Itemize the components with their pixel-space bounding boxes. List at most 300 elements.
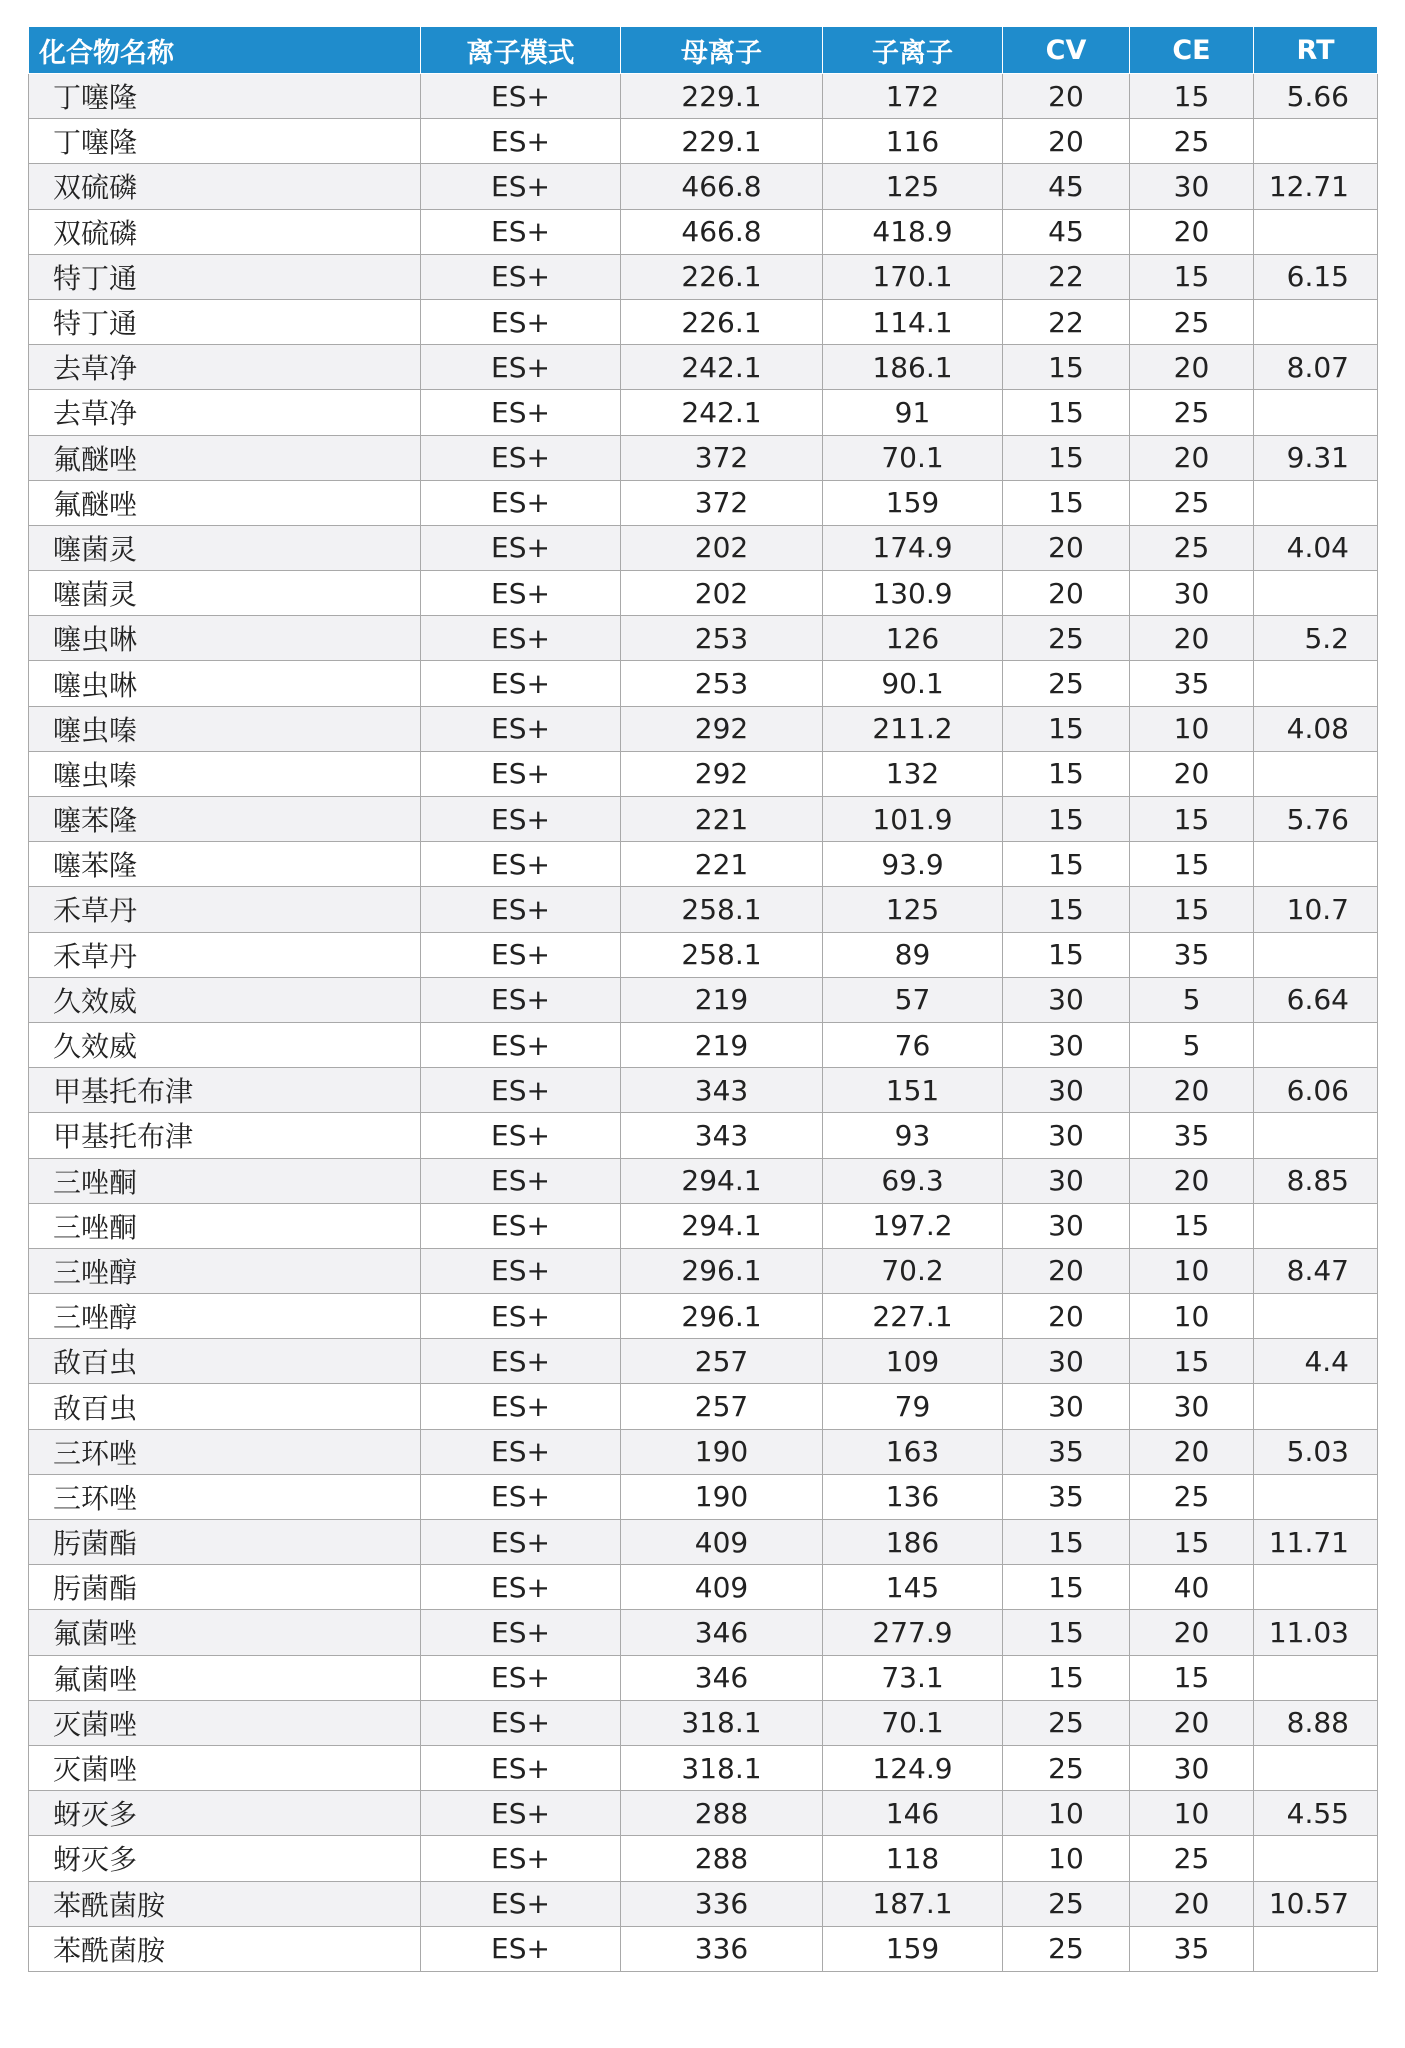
rt-cell: 10.57 (1254, 1881, 1378, 1926)
compound-name-cell: 氟醚唑 (29, 480, 421, 525)
ion-mode-cell: ES+ (421, 1384, 621, 1429)
table-row (29, 616, 1378, 661)
compound-name-cell: 灭菌唑 (29, 1745, 421, 1790)
ion-mode-cell: ES+ (421, 525, 621, 570)
cv-cell: 35 (1003, 1429, 1130, 1474)
precursor-ion-cell: 466.8 (621, 209, 823, 254)
rt-cell (1254, 1203, 1378, 1248)
compound-name-cell: 噻菌灵 (29, 571, 421, 616)
compound-name-cell: 噻苯隆 (29, 797, 421, 842)
compound-name-cell: 久效威 (29, 1022, 421, 1067)
ce-cell: 10 (1130, 1791, 1254, 1836)
precursor-ion-cell: 296.1 (621, 1248, 823, 1293)
rt-cell (1254, 1655, 1378, 1700)
compound-name-cell: 蚜灭多 (29, 1836, 421, 1881)
cv-cell: 30 (1003, 1158, 1130, 1203)
product-ion-cell: 187.1 (823, 1881, 1003, 1926)
ce-cell: 30 (1130, 1384, 1254, 1429)
rt-cell: 8.47 (1254, 1248, 1378, 1293)
cv-cell: 15 (1003, 706, 1130, 751)
compound-name-cell: 特丁通 (29, 254, 421, 299)
precursor-ion-cell: 372 (621, 435, 823, 480)
precursor-ion-cell: 409 (621, 1520, 823, 1565)
cv-cell: 15 (1003, 1610, 1130, 1655)
product-ion-cell: 69.3 (823, 1158, 1003, 1203)
rt-cell (1254, 1836, 1378, 1881)
ion-mode-cell: ES+ (421, 1655, 621, 1700)
table-row (29, 1745, 1378, 1790)
ce-cell: 35 (1130, 1926, 1254, 1971)
product-ion-cell: 163 (823, 1429, 1003, 1474)
ion-mode-cell: ES+ (421, 661, 621, 706)
precursor-ion-cell: 257 (621, 1384, 823, 1429)
product-ion-cell: 124.9 (823, 1745, 1003, 1790)
table-row (29, 1384, 1378, 1429)
product-ion-cell: 114.1 (823, 299, 1003, 344)
ce-cell: 15 (1130, 254, 1254, 299)
table-row (29, 1836, 1378, 1881)
ce-cell: 20 (1130, 1610, 1254, 1655)
table-row (29, 299, 1378, 344)
precursor-ion-cell: 346 (621, 1655, 823, 1700)
precursor-ion-cell: 257 (621, 1339, 823, 1384)
product-ion-cell: 118 (823, 1836, 1003, 1881)
table-row (29, 842, 1378, 887)
compound-name-cell: 去草净 (29, 390, 421, 435)
compound-name-cell: 氟菌唑 (29, 1655, 421, 1700)
product-ion-cell: 70.1 (823, 1700, 1003, 1745)
ion-mode-cell: ES+ (421, 751, 621, 796)
rt-cell (1254, 661, 1378, 706)
table-row (29, 1474, 1378, 1519)
ion-mode-cell: ES+ (421, 1881, 621, 1926)
ion-mode-cell: ES+ (421, 74, 621, 119)
compound-name-cell: 三唑酮 (29, 1203, 421, 1248)
precursor-ion-cell: 226.1 (621, 254, 823, 299)
compound-name-cell: 氟菌唑 (29, 1610, 421, 1655)
table-row (29, 661, 1378, 706)
rt-cell: 8.07 (1254, 345, 1378, 390)
rt-cell: 9.31 (1254, 435, 1378, 480)
cv-cell: 30 (1003, 1022, 1130, 1067)
rt-cell: 4.08 (1254, 706, 1378, 751)
precursor-ion-cell: 346 (621, 1610, 823, 1655)
precursor-ion-cell: 190 (621, 1429, 823, 1474)
table-header (29, 27, 1378, 74)
cv-cell: 22 (1003, 254, 1130, 299)
compound-name-cell: 双硫磷 (29, 209, 421, 254)
table-row (29, 345, 1378, 390)
rt-cell: 4.55 (1254, 1791, 1378, 1836)
cv-cell: 35 (1003, 1474, 1130, 1519)
precursor-ion-cell: 288 (621, 1836, 823, 1881)
precursor-ion-cell: 221 (621, 842, 823, 887)
table-row (29, 1520, 1378, 1565)
precursor-ion-cell: 318.1 (621, 1745, 823, 1790)
product-ion-cell: 151 (823, 1068, 1003, 1113)
product-ion-cell: 186.1 (823, 345, 1003, 390)
product-ion-cell: 125 (823, 164, 1003, 209)
ce-cell: 30 (1130, 571, 1254, 616)
rt-cell: 6.15 (1254, 254, 1378, 299)
ce-cell: 10 (1130, 1294, 1254, 1339)
product-ion-cell: 70.1 (823, 435, 1003, 480)
product-ion-cell: 126 (823, 616, 1003, 661)
ce-cell: 25 (1130, 1836, 1254, 1881)
table-row (29, 751, 1378, 796)
cv-cell: 15 (1003, 1565, 1130, 1610)
product-ion-cell: 132 (823, 751, 1003, 796)
compound-name-cell: 特丁通 (29, 299, 421, 344)
cv-cell: 30 (1003, 1068, 1130, 1113)
ion-mode-cell: ES+ (421, 842, 621, 887)
rt-cell: 5.2 (1254, 616, 1378, 661)
compound-name-cell: 噻菌灵 (29, 525, 421, 570)
precursor-ion-cell: 336 (621, 1926, 823, 1971)
rt-cell: 11.03 (1254, 1610, 1378, 1655)
precursor-ion-cell: 219 (621, 977, 823, 1022)
compound-name-cell: 肟菌酯 (29, 1520, 421, 1565)
table-row (29, 390, 1378, 435)
product-ion-cell: 186 (823, 1520, 1003, 1565)
table-row (29, 887, 1378, 932)
ion-mode-cell: ES+ (421, 1610, 621, 1655)
product-ion-cell: 73.1 (823, 1655, 1003, 1700)
ion-mode-cell: ES+ (421, 977, 621, 1022)
precursor-ion-cell: 288 (621, 1791, 823, 1836)
cv-cell: 15 (1003, 751, 1130, 796)
compound-name-cell: 敌百虫 (29, 1339, 421, 1384)
product-ion-cell: 136 (823, 1474, 1003, 1519)
rt-cell: 11.71 (1254, 1520, 1378, 1565)
ion-mode-cell: ES+ (421, 887, 621, 932)
ion-mode-cell: ES+ (421, 1113, 621, 1158)
rt-cell: 5.03 (1254, 1429, 1378, 1474)
ion-mode-cell: ES+ (421, 299, 621, 344)
header-precursor-ion: 母离子 (621, 27, 823, 74)
rt-cell: 4.4 (1254, 1339, 1378, 1384)
precursor-ion-cell: 229.1 (621, 74, 823, 119)
ion-mode-cell: ES+ (421, 209, 621, 254)
precursor-ion-cell: 294.1 (621, 1203, 823, 1248)
rt-cell (1254, 1294, 1378, 1339)
product-ion-cell: 93.9 (823, 842, 1003, 887)
compound-name-cell: 敌百虫 (29, 1384, 421, 1429)
table-row (29, 254, 1378, 299)
ce-cell: 25 (1130, 1474, 1254, 1519)
precursor-ion-cell: 343 (621, 1068, 823, 1113)
compound-name-cell: 禾草丹 (29, 887, 421, 932)
ion-mode-cell: ES+ (421, 1068, 621, 1113)
rt-cell (1254, 571, 1378, 616)
table-row (29, 932, 1378, 977)
cv-cell: 10 (1003, 1836, 1130, 1881)
product-ion-cell: 197.2 (823, 1203, 1003, 1248)
ce-cell: 20 (1130, 1158, 1254, 1203)
table-row (29, 209, 1378, 254)
ce-cell: 20 (1130, 345, 1254, 390)
cv-cell: 25 (1003, 1700, 1130, 1745)
product-ion-cell: 116 (823, 119, 1003, 164)
cv-cell: 15 (1003, 887, 1130, 932)
rt-cell (1254, 1745, 1378, 1790)
cv-cell: 30 (1003, 1113, 1130, 1158)
rt-cell: 4.04 (1254, 525, 1378, 570)
table-row (29, 74, 1378, 119)
ce-cell: 35 (1130, 661, 1254, 706)
ce-cell: 5 (1130, 977, 1254, 1022)
cv-cell: 15 (1003, 390, 1130, 435)
compound-name-cell: 肟菌酯 (29, 1565, 421, 1610)
product-ion-cell: 277.9 (823, 1610, 1003, 1655)
precursor-ion-cell: 292 (621, 751, 823, 796)
compound-name-cell: 甲基托布津 (29, 1068, 421, 1113)
cv-cell: 20 (1003, 571, 1130, 616)
ion-mode-cell: ES+ (421, 1429, 621, 1474)
precursor-ion-cell: 202 (621, 571, 823, 616)
cv-cell: 10 (1003, 1791, 1130, 1836)
product-ion-cell: 101.9 (823, 797, 1003, 842)
ce-cell: 20 (1130, 1429, 1254, 1474)
table-row (29, 435, 1378, 480)
rt-cell (1254, 842, 1378, 887)
table-body (29, 74, 1378, 1972)
product-ion-cell: 91 (823, 390, 1003, 435)
ce-cell: 30 (1130, 164, 1254, 209)
ion-mode-cell: ES+ (421, 480, 621, 525)
table-row (29, 119, 1378, 164)
rt-cell: 12.71 (1254, 164, 1378, 209)
cv-cell: 15 (1003, 842, 1130, 887)
compound-name-cell: 蚜灭多 (29, 1791, 421, 1836)
rt-cell (1254, 119, 1378, 164)
precursor-ion-cell: 336 (621, 1881, 823, 1926)
precursor-ion-cell: 202 (621, 525, 823, 570)
header-cv: CV (1003, 27, 1130, 74)
table-row (29, 797, 1378, 842)
ion-mode-cell: ES+ (421, 1700, 621, 1745)
table-row (29, 1158, 1378, 1203)
product-ion-cell: 79 (823, 1384, 1003, 1429)
compound-name-cell: 灭菌唑 (29, 1700, 421, 1745)
product-ion-cell: 89 (823, 932, 1003, 977)
ion-mode-cell: ES+ (421, 1836, 621, 1881)
ce-cell: 15 (1130, 1203, 1254, 1248)
ce-cell: 25 (1130, 119, 1254, 164)
product-ion-cell: 418.9 (823, 209, 1003, 254)
ion-mode-cell: ES+ (421, 1745, 621, 1790)
precursor-ion-cell: 258.1 (621, 887, 823, 932)
precursor-ion-cell: 219 (621, 1022, 823, 1067)
precursor-ion-cell: 258.1 (621, 932, 823, 977)
ce-cell: 5 (1130, 1022, 1254, 1067)
table-row (29, 706, 1378, 751)
cv-cell: 45 (1003, 209, 1130, 254)
cv-cell: 30 (1003, 977, 1130, 1022)
cv-cell: 25 (1003, 1881, 1130, 1926)
rt-cell: 6.64 (1254, 977, 1378, 1022)
ce-cell: 20 (1130, 1068, 1254, 1113)
table-row (29, 1655, 1378, 1700)
table-row (29, 480, 1378, 525)
compound-name-cell: 噻虫啉 (29, 616, 421, 661)
compound-name-cell: 苯酰菌胺 (29, 1926, 421, 1971)
product-ion-cell: 93 (823, 1113, 1003, 1158)
ce-cell: 20 (1130, 209, 1254, 254)
cv-cell: 15 (1003, 480, 1130, 525)
product-ion-cell: 145 (823, 1565, 1003, 1610)
compound-name-cell: 甲基托布津 (29, 1113, 421, 1158)
ce-cell: 10 (1130, 706, 1254, 751)
product-ion-cell: 174.9 (823, 525, 1003, 570)
mrm-parameter-table-container (28, 26, 1377, 1972)
ion-mode-cell: ES+ (421, 1294, 621, 1339)
rt-cell (1254, 1113, 1378, 1158)
compound-name-cell: 噻虫嗪 (29, 706, 421, 751)
cv-cell: 20 (1003, 1248, 1130, 1293)
precursor-ion-cell: 242.1 (621, 345, 823, 390)
precursor-ion-cell: 190 (621, 1474, 823, 1519)
ce-cell: 15 (1130, 842, 1254, 887)
header-row (29, 27, 1378, 74)
header-rt: RT (1254, 27, 1378, 74)
table-row (29, 525, 1378, 570)
ce-cell: 15 (1130, 74, 1254, 119)
table-row (29, 1068, 1378, 1113)
product-ion-cell: 76 (823, 1022, 1003, 1067)
rt-cell: 8.85 (1254, 1158, 1378, 1203)
ion-mode-cell: ES+ (421, 1339, 621, 1384)
compound-name-cell: 噻虫嗪 (29, 751, 421, 796)
ce-cell: 25 (1130, 390, 1254, 435)
cv-cell: 15 (1003, 1520, 1130, 1565)
table-row (29, 1429, 1378, 1474)
product-ion-cell: 159 (823, 1926, 1003, 1971)
product-ion-cell: 125 (823, 887, 1003, 932)
product-ion-cell: 227.1 (823, 1294, 1003, 1339)
precursor-ion-cell: 253 (621, 616, 823, 661)
rt-cell (1254, 390, 1378, 435)
cv-cell: 20 (1003, 119, 1130, 164)
product-ion-cell: 90.1 (823, 661, 1003, 706)
table-row (29, 1339, 1378, 1384)
product-ion-cell: 130.9 (823, 571, 1003, 616)
table-row (29, 977, 1378, 1022)
compound-name-cell: 双硫磷 (29, 164, 421, 209)
precursor-ion-cell: 343 (621, 1113, 823, 1158)
precursor-ion-cell: 253 (621, 661, 823, 706)
ion-mode-cell: ES+ (421, 1248, 621, 1293)
compound-name-cell: 苯酰菌胺 (29, 1881, 421, 1926)
ce-cell: 20 (1130, 435, 1254, 480)
compound-name-cell: 三唑酮 (29, 1158, 421, 1203)
precursor-ion-cell: 409 (621, 1565, 823, 1610)
table-row (29, 1022, 1378, 1067)
cv-cell: 15 (1003, 1655, 1130, 1700)
table-row (29, 1791, 1378, 1836)
ion-mode-cell: ES+ (421, 1474, 621, 1519)
ion-mode-cell: ES+ (421, 1926, 621, 1971)
table-row (29, 1113, 1378, 1158)
ion-mode-cell: ES+ (421, 254, 621, 299)
compound-name-cell: 丁噻隆 (29, 119, 421, 164)
header-ion-mode: 离子模式 (421, 27, 621, 74)
rt-cell (1254, 1384, 1378, 1429)
ion-mode-cell: ES+ (421, 1565, 621, 1610)
ce-cell: 20 (1130, 751, 1254, 796)
ce-cell: 25 (1130, 525, 1254, 570)
precursor-ion-cell: 221 (621, 797, 823, 842)
table-row (29, 1700, 1378, 1745)
cv-cell: 15 (1003, 345, 1130, 390)
cv-cell: 15 (1003, 435, 1130, 480)
ce-cell: 15 (1130, 1339, 1254, 1384)
cv-cell: 20 (1003, 1294, 1130, 1339)
ce-cell: 20 (1130, 1881, 1254, 1926)
cv-cell: 30 (1003, 1339, 1130, 1384)
cv-cell: 22 (1003, 299, 1130, 344)
cv-cell: 15 (1003, 932, 1130, 977)
cv-cell: 15 (1003, 797, 1130, 842)
ion-mode-cell: ES+ (421, 1520, 621, 1565)
ce-cell: 20 (1130, 1700, 1254, 1745)
rt-cell (1254, 1926, 1378, 1971)
product-ion-cell: 57 (823, 977, 1003, 1022)
table-row (29, 1610, 1378, 1655)
ion-mode-cell: ES+ (421, 1022, 621, 1067)
rt-cell (1254, 751, 1378, 796)
compound-name-cell: 久效威 (29, 977, 421, 1022)
rt-cell (1254, 299, 1378, 344)
ce-cell: 20 (1130, 616, 1254, 661)
ce-cell: 30 (1130, 1745, 1254, 1790)
ion-mode-cell: ES+ (421, 1791, 621, 1836)
ce-cell: 15 (1130, 797, 1254, 842)
header-ce: CE (1130, 27, 1254, 74)
compound-name-cell: 丁噻隆 (29, 74, 421, 119)
cv-cell: 25 (1003, 1926, 1130, 1971)
ce-cell: 25 (1130, 299, 1254, 344)
compound-name-cell: 氟醚唑 (29, 435, 421, 480)
table-row (29, 571, 1378, 616)
mrm-parameter-table (28, 26, 1378, 1972)
product-ion-cell: 170.1 (823, 254, 1003, 299)
cv-cell: 25 (1003, 1745, 1130, 1790)
precursor-ion-cell: 372 (621, 480, 823, 525)
ce-cell: 35 (1130, 932, 1254, 977)
rt-cell (1254, 480, 1378, 525)
table-row (29, 1926, 1378, 1971)
table-row (29, 1294, 1378, 1339)
cv-cell: 45 (1003, 164, 1130, 209)
ion-mode-cell: ES+ (421, 164, 621, 209)
ion-mode-cell: ES+ (421, 932, 621, 977)
product-ion-cell: 172 (823, 74, 1003, 119)
table-row (29, 1203, 1378, 1248)
compound-name-cell: 三唑醇 (29, 1248, 421, 1293)
precursor-ion-cell: 242.1 (621, 390, 823, 435)
compound-name-cell: 三唑醇 (29, 1294, 421, 1339)
ion-mode-cell: ES+ (421, 390, 621, 435)
precursor-ion-cell: 466.8 (621, 164, 823, 209)
ce-cell: 10 (1130, 1248, 1254, 1293)
ion-mode-cell: ES+ (421, 571, 621, 616)
compound-name-cell: 噻虫啉 (29, 661, 421, 706)
ce-cell: 25 (1130, 480, 1254, 525)
ion-mode-cell: ES+ (421, 797, 621, 842)
cv-cell: 25 (1003, 661, 1130, 706)
compound-name-cell: 禾草丹 (29, 932, 421, 977)
